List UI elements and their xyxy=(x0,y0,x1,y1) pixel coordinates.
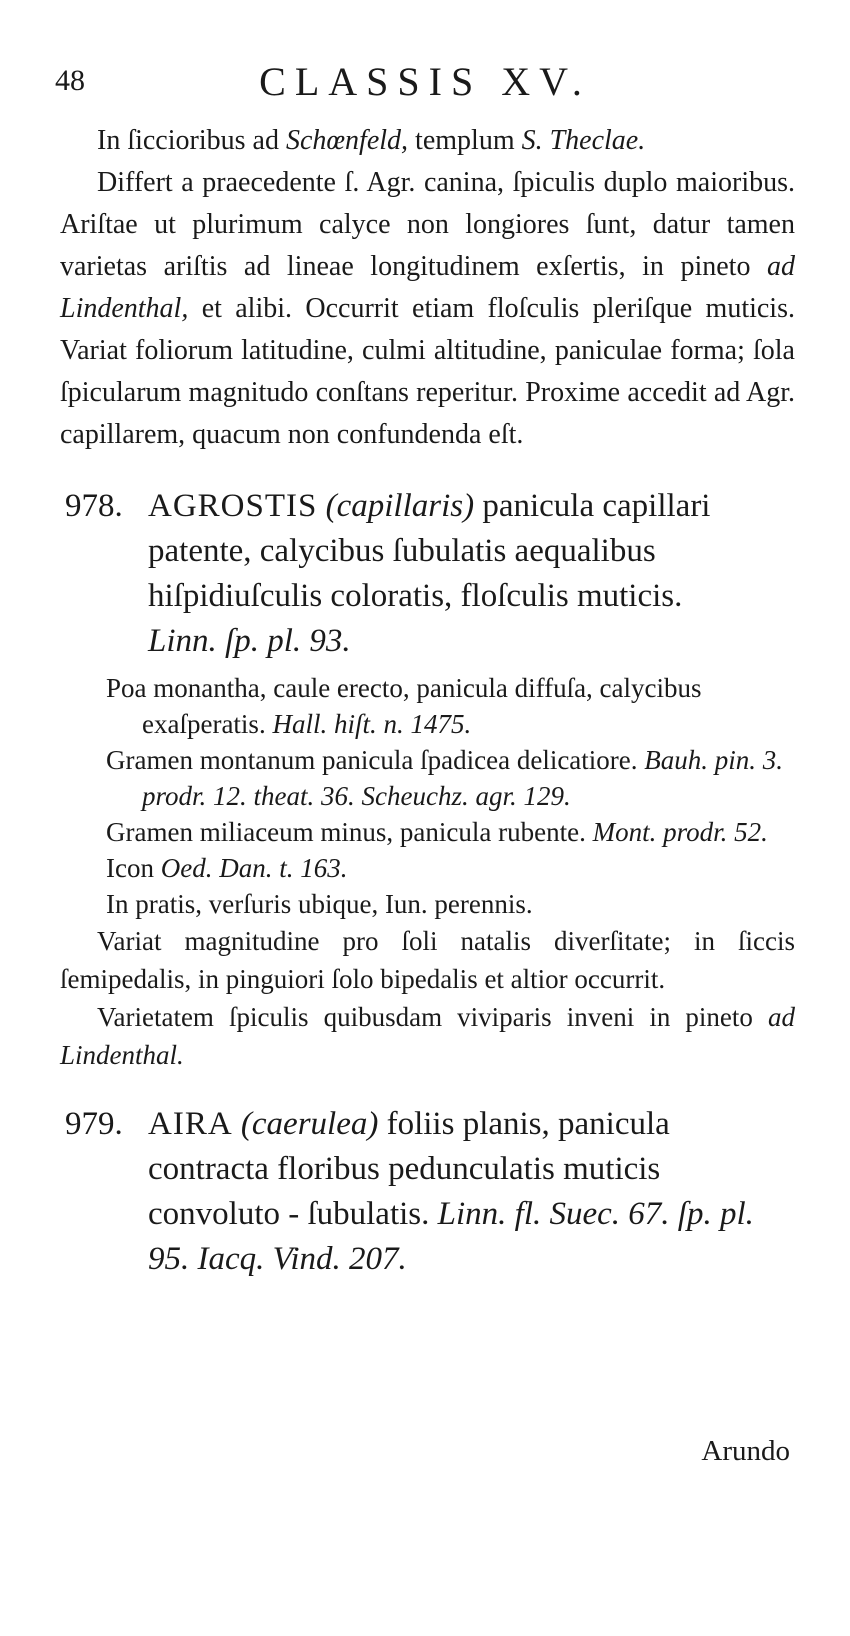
habitat: In pratis, verſuris ubique, Iun. perennis. xyxy=(106,889,533,919)
icon-reference: Icon Oed. Dan. t. 163. xyxy=(106,853,348,883)
locality: Schœnfeld, xyxy=(285,125,409,156)
entry-number: 979. xyxy=(65,1106,123,1142)
species-entry-979 xyxy=(60,1102,795,1282)
catchword: Arundo xyxy=(701,1435,790,1467)
page-header xyxy=(55,58,795,108)
continuation-paragraph: Differt a praecedente ſ. Agr. canina, ſpiculis duplo maioribus. Ariſtae ut plurimum calyce non longiores ſunt, datur tamen varietas ariſtis ad lineae longitudinem exſertis, in pineto ad Lindenthal, et alibi. Occurrit etiam floſculis pleriſque muticis. Variat foliorum latitudine, culmi altitudine, paniculae forma; ſola ſpicularum magnitudo conſtans reperitur. Proxime accedit ad Agr. capillarem, quacum non confundenda eſt. xyxy=(60,167,795,450)
church-name: S. Theclae. xyxy=(521,125,646,156)
note-paragraph: Varietatem ſpiculis quibusdam viviparis inveni in pineto ad Lindenthal. xyxy=(60,1002,795,1070)
locality: ad Lindenthal. xyxy=(60,1002,795,1070)
synonym: Poa monantha, caule erecto, panicula diffuſa, calycibus exaſperatis. Hall. hiſt. n. 1475. xyxy=(106,673,702,739)
species-epithet: (capillaris) xyxy=(325,488,475,524)
genus-name: AIRA xyxy=(148,1106,233,1142)
species-epithet: (caerulea) xyxy=(240,1106,379,1142)
genus-name: AGROSTIS xyxy=(148,488,318,524)
locality: ad Lindenthal, xyxy=(60,251,795,324)
linnaeus-reference: Linn. fl. Suec. 67. ſp. pl. 95. Iacq. Vind. 207. xyxy=(148,1196,754,1277)
linnaeus-reference: Linn. ſp. pl. 93. xyxy=(148,623,351,659)
synonym: Gramen montanum panicula ſpadicea delicatiore. Bauh. pin. 3. prodr. 12. theat. 36. Scheuchz. agr. 129. xyxy=(106,745,784,811)
entry-number: 978. xyxy=(65,488,123,524)
running-title: CLASSIS XV. xyxy=(259,59,591,104)
note-paragraph: Variat magnitudine pro ſoli natalis diverſitate; in ſiccis ſemipedalis, in pinguiori ſolo bipedalis et altior occurrit. xyxy=(60,926,795,994)
diagnosis: panicula capillari patente, calycibus ſubulatis aequalibus hiſpidiuſculis coloratis, floſculis muticis. xyxy=(148,488,711,614)
page-body xyxy=(60,120,795,1282)
continuation-line: In ſiccioribus ad Schœnfeld, templum S. Theclae. xyxy=(97,125,646,156)
page-number: 48 xyxy=(55,64,85,97)
synonym: Gramen miliaceum minus, panicula rubente. Mont. prodr. 52. xyxy=(106,817,768,847)
diagnosis: foliis planis, panicula contracta floribus pedunculatis muticis convoluto - ſubulatis. xyxy=(148,1106,670,1232)
species-entry-978 xyxy=(60,484,795,664)
